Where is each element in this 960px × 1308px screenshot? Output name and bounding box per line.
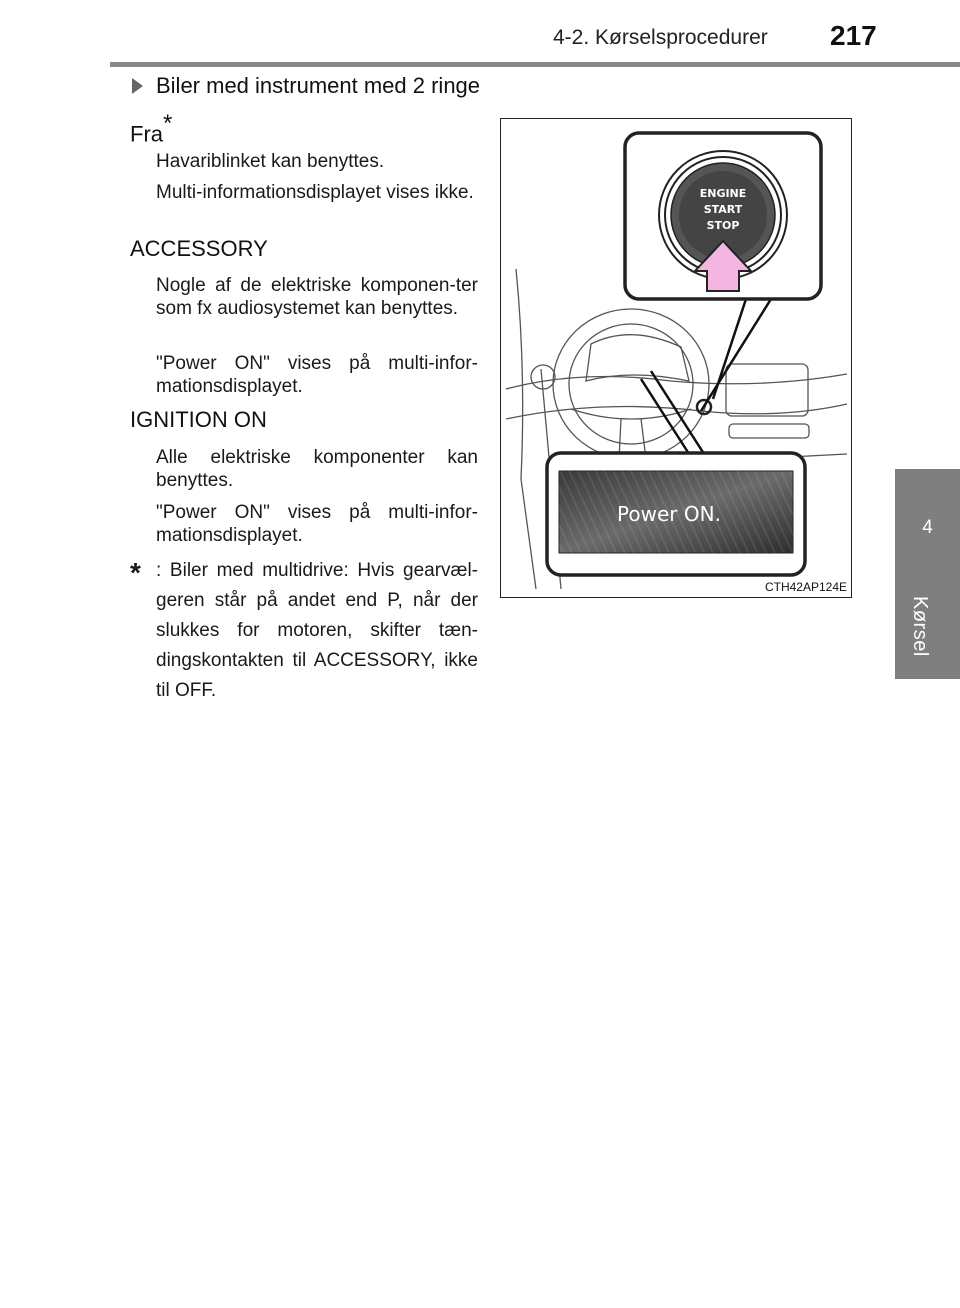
footnote-text: : Biler med multidrive: Hvis gearvæl-geren står på andet end P, når der slukkes for motoren, skifter tæn-dingskontakten til ACCESSORY, ikke til OFF. — [156, 560, 478, 701]
button-label-engine: ENGINE — [699, 187, 747, 200]
mode-heading-ignition-on: IGNITION ON — [130, 407, 267, 432]
mode-heading-off — [130, 112, 172, 147]
mode-description: Nogle af de elektriske komponen-ter som fx audiosystemet kan benyttes. — [156, 275, 478, 319]
dashboard-drawing — [501, 119, 851, 597]
display-callout — [547, 453, 805, 575]
mode-description: "Power ON" vises på multi-infor-mationsdisplayet. — [156, 353, 478, 397]
engine-button-callout — [625, 133, 821, 299]
button-label-stop: STOP — [706, 219, 740, 232]
figure-code: CTH42AP124E — [764, 580, 847, 594]
mode-heading-accessory: ACCESSORY — [130, 236, 268, 261]
triangle-bullet-icon — [132, 78, 143, 94]
chapter-tab-number: 4 — [922, 517, 933, 538]
header-rule — [110, 62, 960, 67]
display-message: Power ON. — [617, 502, 721, 526]
chapter-tab-label: Kørsel — [909, 596, 931, 657]
mode-description: Havariblinket kan benyttes. — [156, 151, 385, 172]
footnote-marker: * — [130, 557, 141, 588]
chapter-section-title: 4-2. Kørselsprocedurer — [553, 26, 768, 49]
footnote-marker: * — [163, 110, 173, 137]
mode-description: Alle elektriske komponenter kan benyttes. — [156, 447, 478, 491]
section-heading — [132, 73, 480, 99]
callout-lines — [641, 299, 771, 457]
button-label-start: START — [703, 203, 743, 216]
page-number: 217 — [830, 20, 877, 51]
mode-description: "Power ON" vises på multi-infor-mationsdisplayet. — [156, 502, 478, 546]
mode-description: Multi-informationsdisplayet vises ikke. — [156, 182, 474, 203]
mode-name: Fra — [130, 121, 163, 147]
section-heading-text: Biler med instrument med 2 ringe — [156, 73, 481, 98]
chapter-tab — [895, 469, 960, 679]
ignition-illustration — [500, 118, 852, 598]
